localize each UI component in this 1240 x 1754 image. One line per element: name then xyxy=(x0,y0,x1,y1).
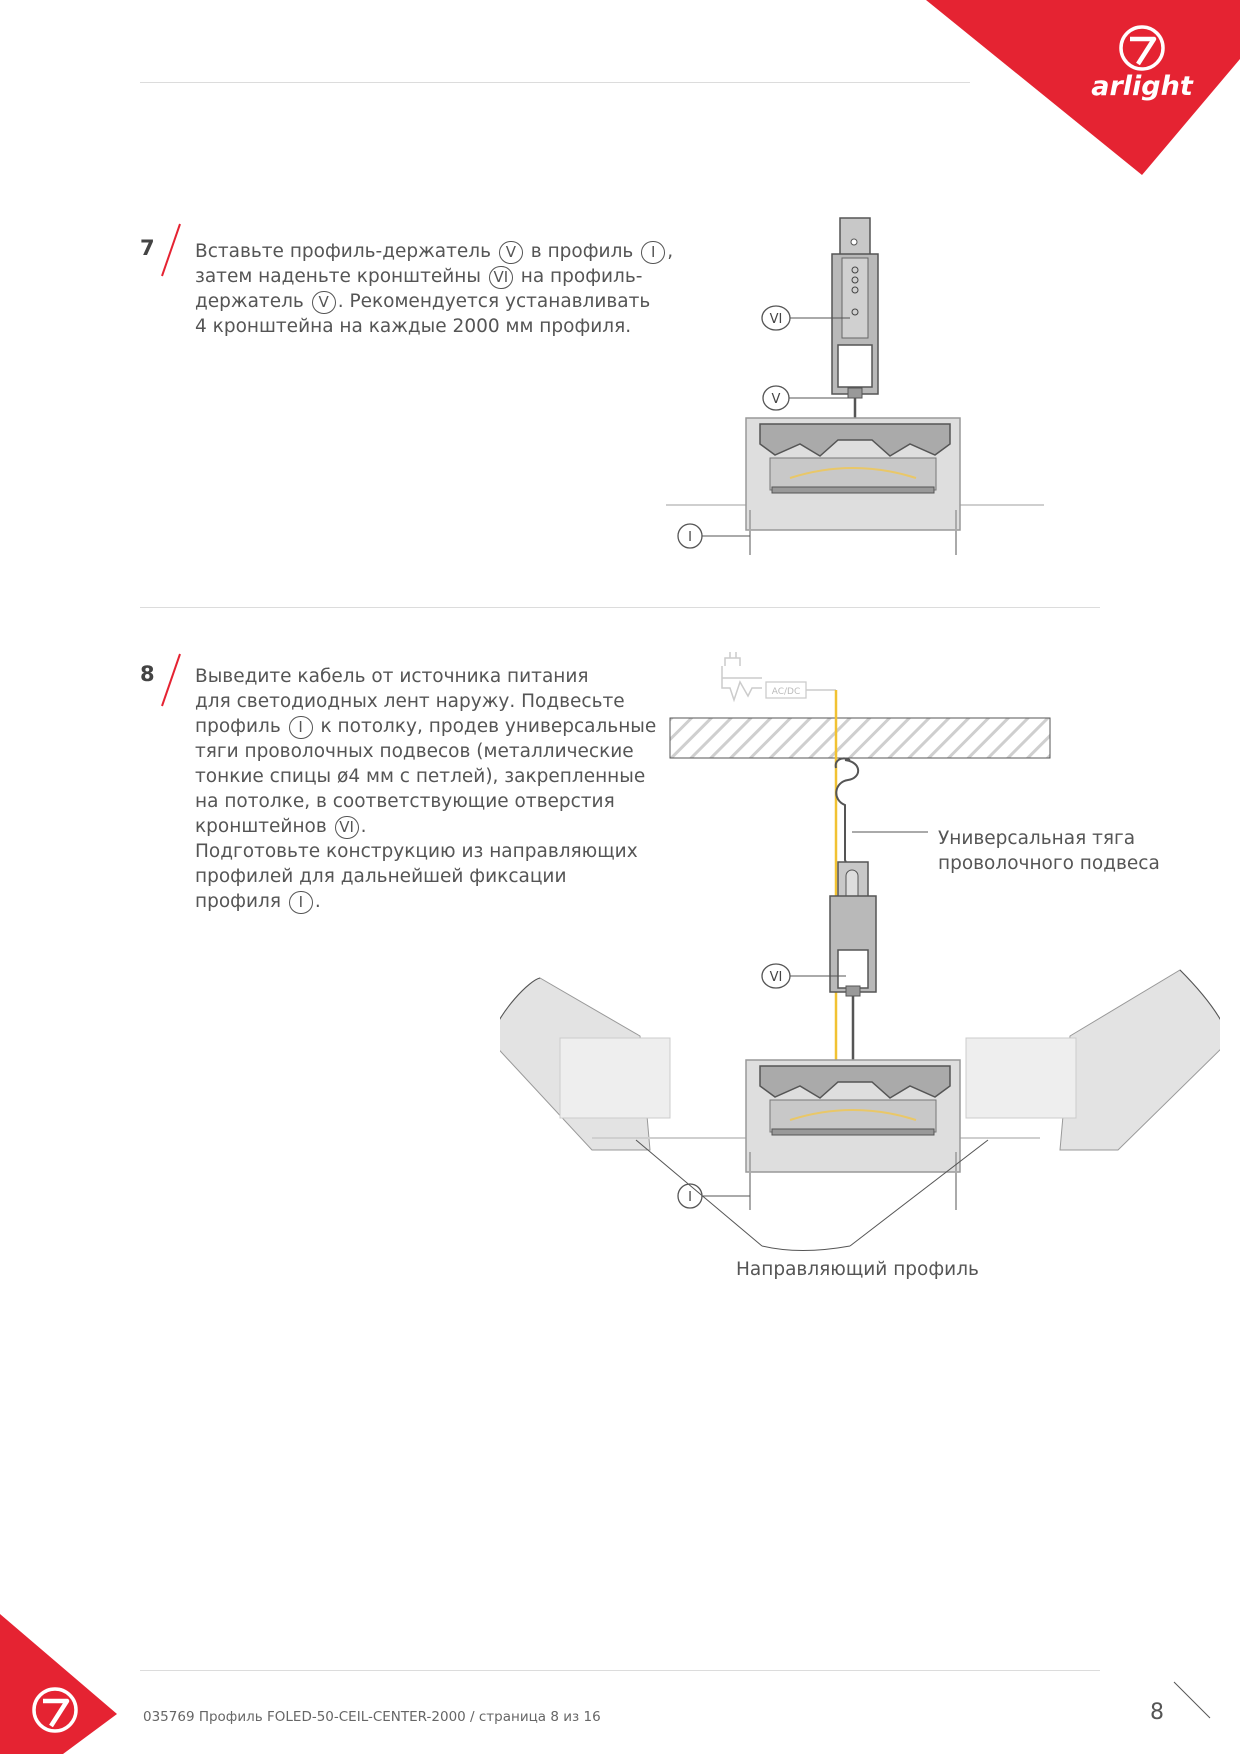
callout-I xyxy=(678,524,750,548)
footer-rule xyxy=(140,1670,1100,1671)
svg-text:I: I xyxy=(688,530,692,545)
step-text-line: держатель V . Рекомендуется устанавливать xyxy=(195,291,651,312)
brand-corner-bottom xyxy=(0,1614,120,1754)
svg-text:VI: VI xyxy=(769,970,783,985)
top-rule xyxy=(140,82,970,83)
step-text-line: Подготовьте конструкцию из направляющих xyxy=(195,841,638,862)
ceiling xyxy=(670,718,1050,758)
part-badge: I xyxy=(289,716,313,739)
page-number: 8 xyxy=(1150,1700,1164,1725)
section-divider xyxy=(140,607,1100,608)
step-text-line: профилей для дальнейшей фиксации xyxy=(195,866,567,887)
guide-profile-label: Направляющий профиль xyxy=(736,1259,979,1280)
step-number: 7 xyxy=(140,236,155,260)
guide-profile-right xyxy=(1060,970,1220,1150)
svg-text:I: I xyxy=(688,1190,692,1205)
part-badge: V xyxy=(499,241,523,264)
figure-step-7 xyxy=(660,210,1060,570)
step-text-line: тонкие спицы ø4 мм с петлей), закрепленные xyxy=(195,766,646,787)
page-slash-icon xyxy=(1172,1680,1212,1720)
footer-doc-info: 035769 Профиль FOLED-50-CEIL-CENTER-2000 / страница 8 из 16 xyxy=(143,1709,601,1725)
step-text-line: 4 кронштейна на каждые 2000 мм профиля. xyxy=(195,316,632,337)
step-text-line: кронштейнов VI . xyxy=(195,816,367,837)
svg-text:VI: VI xyxy=(769,312,783,327)
svg-text:V: V xyxy=(771,392,781,407)
step-text-line: профиля I . xyxy=(195,891,321,912)
power-supply-label: AC/DC xyxy=(771,687,801,697)
part-badge: I xyxy=(289,891,313,914)
part-badge: I xyxy=(641,241,665,264)
step-text-line: для светодиодных лент наружу. Подвесьте xyxy=(195,691,625,712)
step-text-line: Вставьте профиль-держатель V в профиль I , xyxy=(195,241,674,262)
step-slash-icon xyxy=(158,652,184,708)
logo-text: arlight xyxy=(1091,71,1193,102)
part-badge: V xyxy=(312,291,336,314)
step-7-text xyxy=(195,239,673,339)
step-slash-icon xyxy=(158,222,184,278)
callout-I xyxy=(678,1184,750,1208)
step-number: 8 xyxy=(140,662,155,686)
power-supply-icon xyxy=(722,652,836,700)
step-text-line: профиль I к потолку, продев универсальные xyxy=(195,716,657,737)
part-badge: VI xyxy=(489,266,513,289)
step-text-line: на потолке, в соответствующие отверстия xyxy=(195,791,615,812)
step-text-line: Выведите кабель от источника питания xyxy=(195,666,589,687)
step-text-line: затем наденьте кронштейны VI на профиль- xyxy=(195,266,643,287)
wire-label: Универсальная тяга проволочного подвеса xyxy=(938,828,1160,874)
figure-step-8 xyxy=(500,650,1220,1290)
brand-corner-top xyxy=(926,0,1240,175)
part-badge: VI xyxy=(335,816,359,839)
step-text-line: тяги проволочных подвесов (металлические xyxy=(195,741,634,762)
